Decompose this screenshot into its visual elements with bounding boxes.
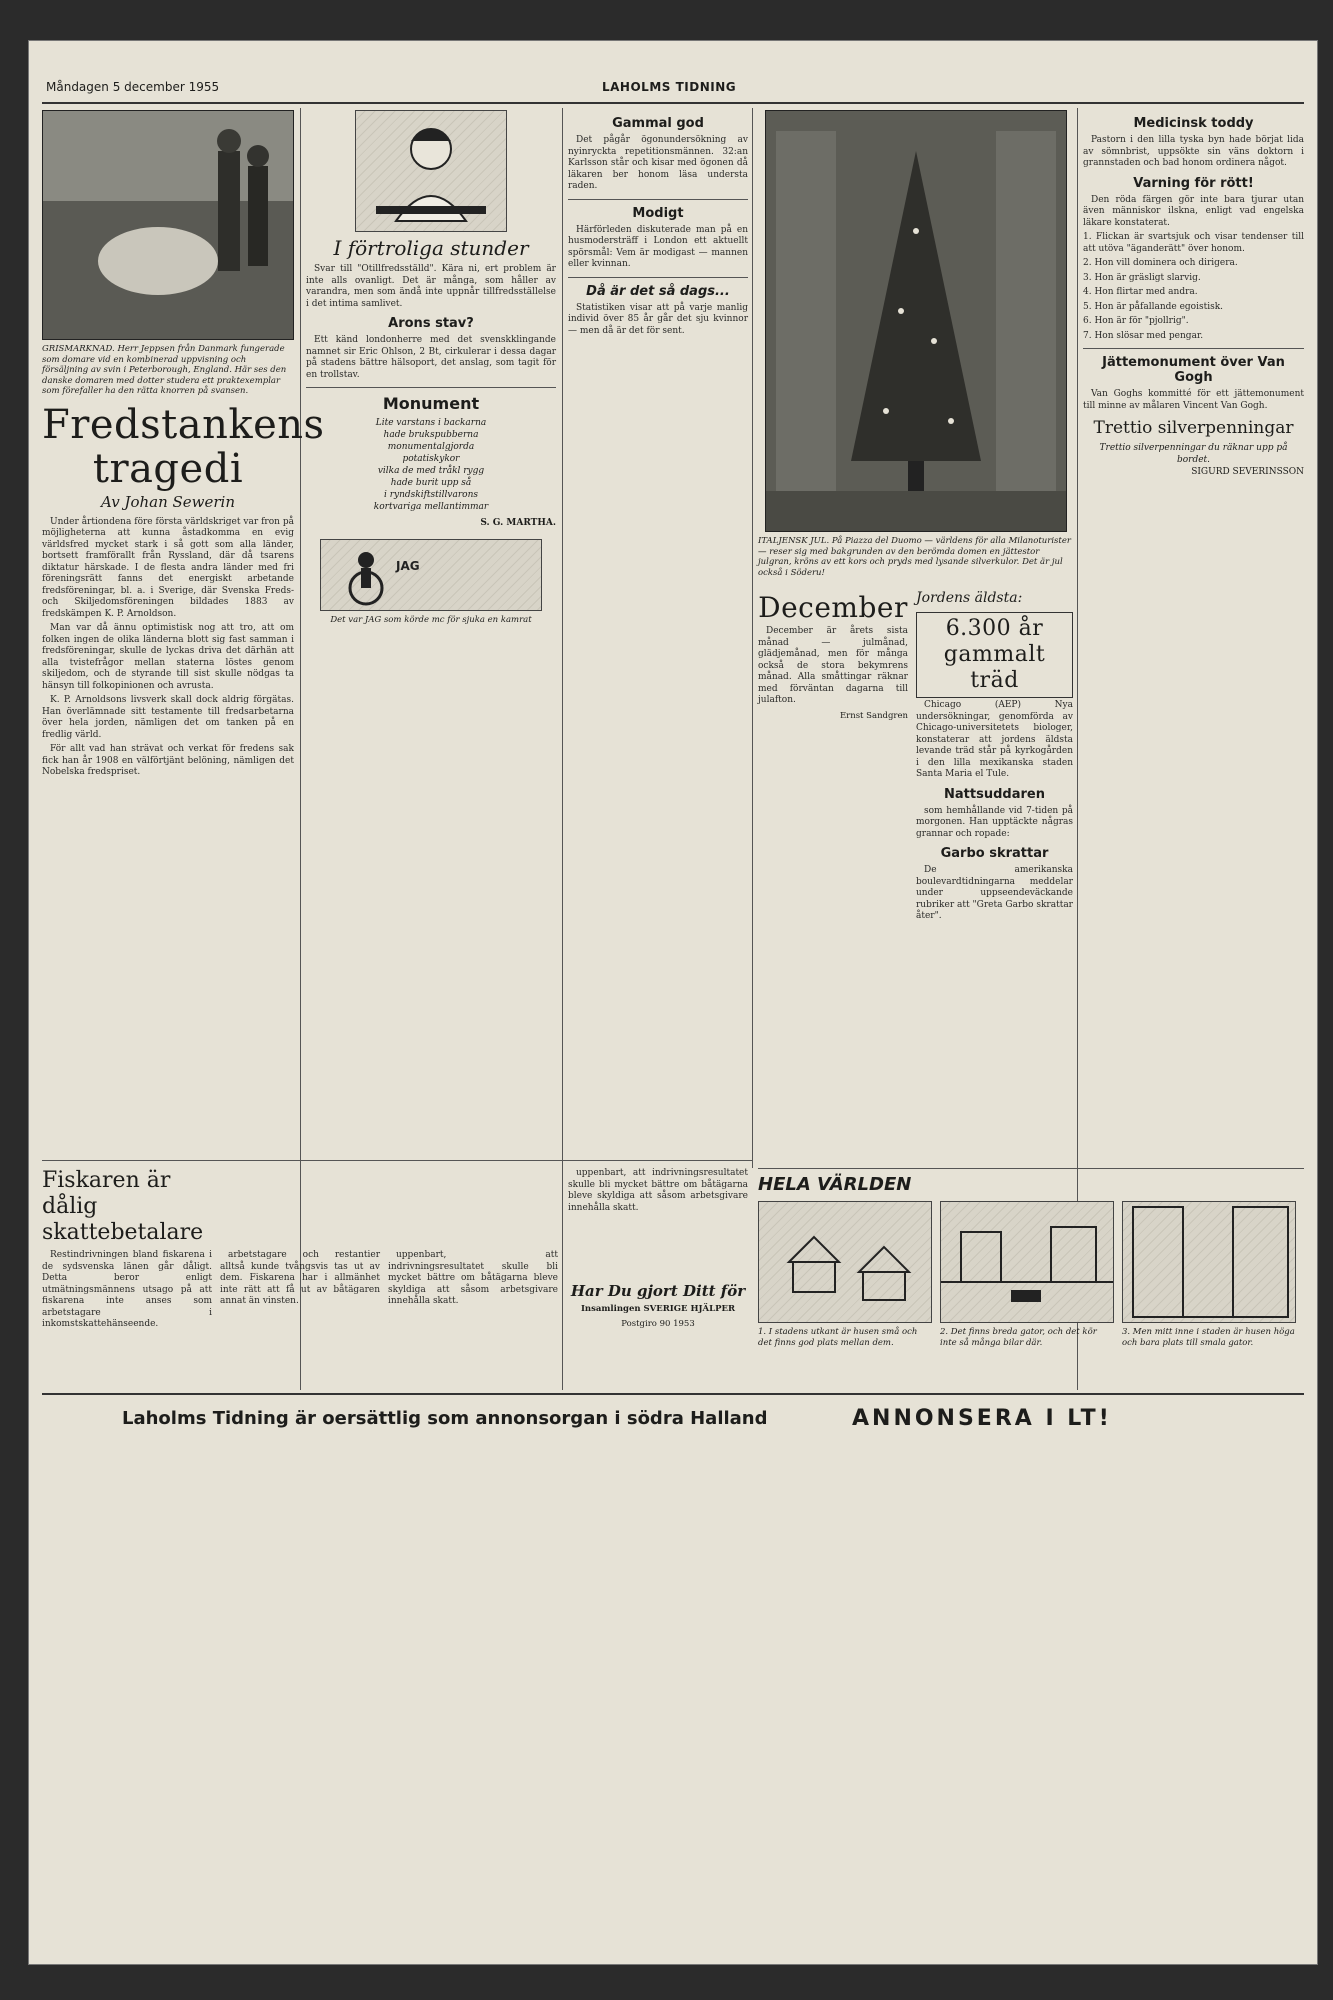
van-gogh-heading: Jättemonument över Van Gogh [1102,355,1285,385]
street-icon [941,1202,1113,1320]
comic-panel-3-image [1122,1201,1296,1323]
footer-rule [42,1393,1304,1395]
fiskaren-columns [42,1250,558,1334]
comic-caption-3: 3. Men mitt inne i staden är husen höga och bara plats till smala gator. [1122,1327,1295,1348]
pig-market-photo [42,110,294,340]
paragraph: Den röda färgen gör inte bara tjurar utan även människor ilskna, enligt vad engelska läkare konstaterat. [1083,194,1304,228]
list-item: 7. Hon slösar med pengar. [1083,330,1204,341]
december-author: Ernst Sandgren [839,710,908,721]
divider [306,387,556,388]
paragraph: Svar till "Otillfredsställd". Kära ni, ert problem är inte alls ovanligt. Det är många, som håller av varandra, men som ändå inte uppnår tillfredsställelse i det intima samlivet. [306,264,556,309]
comic-caption-2: 2. Det finns breda gator, och det kör inte så många bilar där. [940,1327,1097,1348]
sverige-hjalper-ad [568,1168,748,1383]
list-item: 5. Hon är påfallande egoistisk. [1083,301,1224,312]
paragraph: Statistiken visar att på varje manlig individ över 85 år går det sju kvinnor — men då är det för sent. [568,302,748,336]
tree-article [916,586,1073,926]
comic-panels [758,1201,1304,1348]
modigt-body [568,225,748,271]
fiskaren-article [42,1168,558,1383]
headline-fredstankens: Fredstankens tragedi [42,401,325,492]
medicinsk-toddy-body [1083,135,1304,170]
paragraph: Pastorn i den lilla tyska byn hade börjat lida av sömnbrist, uppsökte sin väns doktorn i grannstaden och bad honom ordinera något. [1083,135,1304,168]
monument-poem: Lite varstans i backarna hade brukspubberna monumentalgjorda potatiskykor vilka de med tråkl rygg hade burit upp så i ryndskiftstillvarons kortvariga mellantimmar [373,418,489,512]
section-rule [42,1160,752,1161]
comic-caption-1: 1. I stadens utkant är husen små och det finns god plats mellan dem. [758,1327,918,1348]
newspaper-page [28,40,1318,1965]
tree-kicker: Jordens äldsta: [916,590,1023,606]
da-ar-det-heading: Då är det så dags... [586,283,730,299]
divider [1083,348,1304,349]
tree-headline: 6.300 år gammalt träd [916,612,1073,698]
fiskaren-body-2 [220,1250,380,1334]
ad-org: Insamlingen SVERIGE HJÄLPER [580,1304,736,1314]
nattsuddaren-body [916,806,1073,841]
paragraph: Det pågår ögonundersökning av nyinryckta repetitionsmännen. 32:an Karlsson står och kisar med ögonen då läkaren ber honom läsa understa raden. [568,135,748,191]
paragraph: som hemhållande vid 7-tiden på morgonen. Han upptäckte någras grannar och ropade: [916,805,1073,839]
fiskaren-body-1 [42,1250,212,1334]
da-ar-det-body [568,303,748,338]
column-divider [752,108,753,1168]
arons-stav-heading: Arons stav? [388,316,474,331]
paragraph: Chicago (AEP) Nya undersökningar, genomförda av Chicago-universitetets biologer, konstaterar att jordens äldsta levande träd står på kyrkogården i den lilla mexikanska staden Santa Maria el Tule. [916,700,1073,779]
tree-photo-caption: ITALJENSK JUL. På Piazza del Duomo — världens för alla Milanoturister — reser sig med bakgrunden av den berömda domen en jättestor julgran, kröns av ett kors och pryds med lysande silverkulor. Det är jul också i Söderu! [758,536,1071,578]
issue-date: Måndagen 5 december 1955 [46,80,220,94]
trettio-heading: Trettio silverpenningar [1093,418,1294,438]
list-item: 2. Hon vill dominera och dirigera. [1083,258,1238,268]
medicinsk-toddy-heading: Medicinsk toddy [1133,116,1254,131]
column-2 [306,110,556,1150]
paragraph: Under årtiondena före första världskriget var fron på möjligheterna att kunna åstadkomma en evig världsfred mycket stark i så gott som alla länder, bortsett framförallt från Ryssland, där då tsarens diktatur härskade. I de flesta andra länder med fri föreningsrätt fanns det energiskt arbetande fredsföreningar, bl. a. i Sverige, där Svenska Freds- och Skiljedomsföreningen bildades 1883 av fredskämpen K. P. Arnoldson. [42,516,294,619]
comic-panel-2 [940,1201,1114,1348]
comic-panel-3 [1122,1201,1296,1348]
advice-column-illustration [355,110,507,232]
varning-rott-body [1083,195,1304,230]
column-3 [568,110,748,1150]
tree-body [916,700,1073,781]
poem-author: S. G. MARTHA. [480,518,556,528]
pig-photo-graphic [43,111,293,339]
traits-list [1083,232,1304,342]
comic-panel-1 [758,1201,932,1348]
divider [568,199,748,200]
ad-lead-text [568,1168,748,1278]
gammal-god-body [568,135,748,193]
trettio-poem: Trettio silverpenningar du räknar upp på bordet. [1099,443,1288,465]
december-and-tree-row [758,586,1073,926]
tall-buildings-icon [1123,1202,1295,1320]
fredstankens-body [42,517,294,779]
comic-panel-1-image [758,1201,932,1323]
column-1 [42,110,325,1150]
december-article [758,586,908,926]
paragraph: December är årets sista månad — julmånad, glädjemånad, men för många också de stora bekymrens månad. Alla småttingar räknar med förväntan dagarna till julafton. [758,626,908,705]
paragraph: Härförleden diskuterade man på en husmodersträff i London ett aktuellt spörsmål: Vem är modigast — mannen eller kvinnan. [568,224,748,269]
list-item: 3. Hon är gräsligt slarvig. [1083,272,1201,283]
paragraph: Ett känd londonherre med det svenskklingande namnet sir Eric Ohlson, 2 Bt, cirkulerar i dessa dagar på stadens bättre hälsoport, det anslag, som tagit för en trollstav. [306,335,556,380]
ad-postgiro: Postgiro 90 1953 [621,1318,695,1329]
gammal-god-heading: Gammal god [612,116,704,131]
footer-left-banner: Laholms Tidning är oersättlig som annonsorgan i södra Halland [122,1408,768,1429]
nattsuddaren-heading: Nattsuddaren [944,786,1045,802]
varning-rott-heading: Varning för rött! [1133,175,1254,191]
byline: Av Johan Sewerin [100,492,236,511]
column-5 [1083,110,1304,1150]
section-rule [758,1168,1304,1169]
pig-photo-caption: GRISMARKNAD. Herr Jeppsen från Danmark fungerade som domare vid en kombinerad uppvisning och försäljning av svin i Peterborough, England. Här ses den danske domaren med dotter studera ett praktexemplar som förefaller ha den rätta knorren på svansen. [42,344,287,396]
mc-ad-illustration [320,539,542,611]
paragraph: uppenbart, att indrivningsresultatet skulle bli mycket bättre om båtägarna bleve skyldiga att såsom arbetsgivare innehålla skatt. [568,1168,748,1213]
divider [568,277,748,278]
trettio-author: SIGURD SEVERINSSON [1191,467,1304,477]
christmas-tree-photo [765,110,1067,532]
paragraph: uppenbart, att indrivningsresultatet skulle bli mycket bättre om båtägarna bleve skyldiga att såsom arbetsgivare innehålla skatt. [388,1250,558,1306]
comic-title: HELA VÄRLDEN [758,1174,912,1195]
fiskaren-headline: Fiskaren är dålig skattebetalare [42,1168,204,1245]
paragraph: För allt vad han strävat och verkat för fredens sak fick han år 1908 en välförtjänt belöning, nämligen det Nobelska fredspriset. [42,744,294,777]
paragraph: Van Goghs kommitté för ett jättemonument till minne av målaren Vincent Van Gogh. [1083,389,1304,411]
fiskaren-body-3 [388,1250,558,1334]
december-body [758,626,908,707]
advice-intro [306,264,556,310]
list-item: 4. Hon flirtar med andra. [1083,287,1198,297]
garbo-heading: Garbo skrattar [940,846,1049,861]
header-rule [42,102,1304,104]
small-houses-icon [759,1202,931,1320]
column-divider [562,108,563,1390]
svg-text:JAG: JAG [396,559,420,573]
hela-varlden-comic [758,1174,1304,1384]
comic-panel-2-image [940,1201,1114,1323]
garbo-body [916,865,1073,923]
paragraph: K. P. Arnoldsons livsverk skall dock aldrig förgätas. Han överlämnade sitt testamente till fredsarbetarna över hela jorden, nämligen det om tanken på en fredlig värld. [42,695,294,740]
monument-heading: Monument [382,394,480,413]
footer-right-banner: ANNONSERA I LT! [852,1406,1112,1431]
masthead: LAHOLMS TIDNING [602,80,737,94]
van-gogh-body [1083,389,1304,412]
woman-writing-icon [356,111,506,231]
arons-stav-body [306,335,556,381]
paragraph: arbetstagare och restantier alltså kunde tvångsvis tas ut av dem. Fiskarena har i allmänhet inte rätt att få ut av båtägaren annat än vinsten. [220,1250,380,1306]
page-header [42,78,1304,104]
advice-column-title: I förtroliga stunder [333,236,529,260]
paragraph: De amerikanska boulevardtidningarna meddelar under uppseendeväckande rubriker att "Greta Garbo skrattar åter". [916,865,1073,921]
ad-title: Har Du gjort Ditt för [570,1282,746,1300]
modigt-heading: Modigt [632,205,684,221]
paragraph: Man var då ännu optimistisk nog att tro, att om folken ingen de olika länderna blott sig fast samman i fredsföreningar, skulle de lyckas driva det därhän att alla tvistefrågor mellan staterna löstes genom skiljedom, och de styrande till sist skulle nödgas ta hänsyn till folkopinionen och avrusta. [42,623,294,691]
christmas-tree-graphic [766,111,1066,531]
paragraph: Restindrivningen bland fiskarena i de sydsvenska länen går dåligt. Detta beror enligt utmätningsmännens utsago på att fiskarena inte anses som arbetstagare i inkomstskattehänseende. [42,1250,212,1329]
column-4 [758,110,1073,1150]
list-item: 1. Flickan är svartsjuk och visar tendenser till att utöva "äganderätt" över honom. [1083,232,1304,254]
december-headline: December [758,591,908,624]
list-item: 6. Hon är för "pjollrig". [1083,316,1189,326]
wheelchair-icon [321,540,541,610]
mc-ad-caption: Det var JAG som körde mc för sjuka en kamrat [330,615,532,625]
